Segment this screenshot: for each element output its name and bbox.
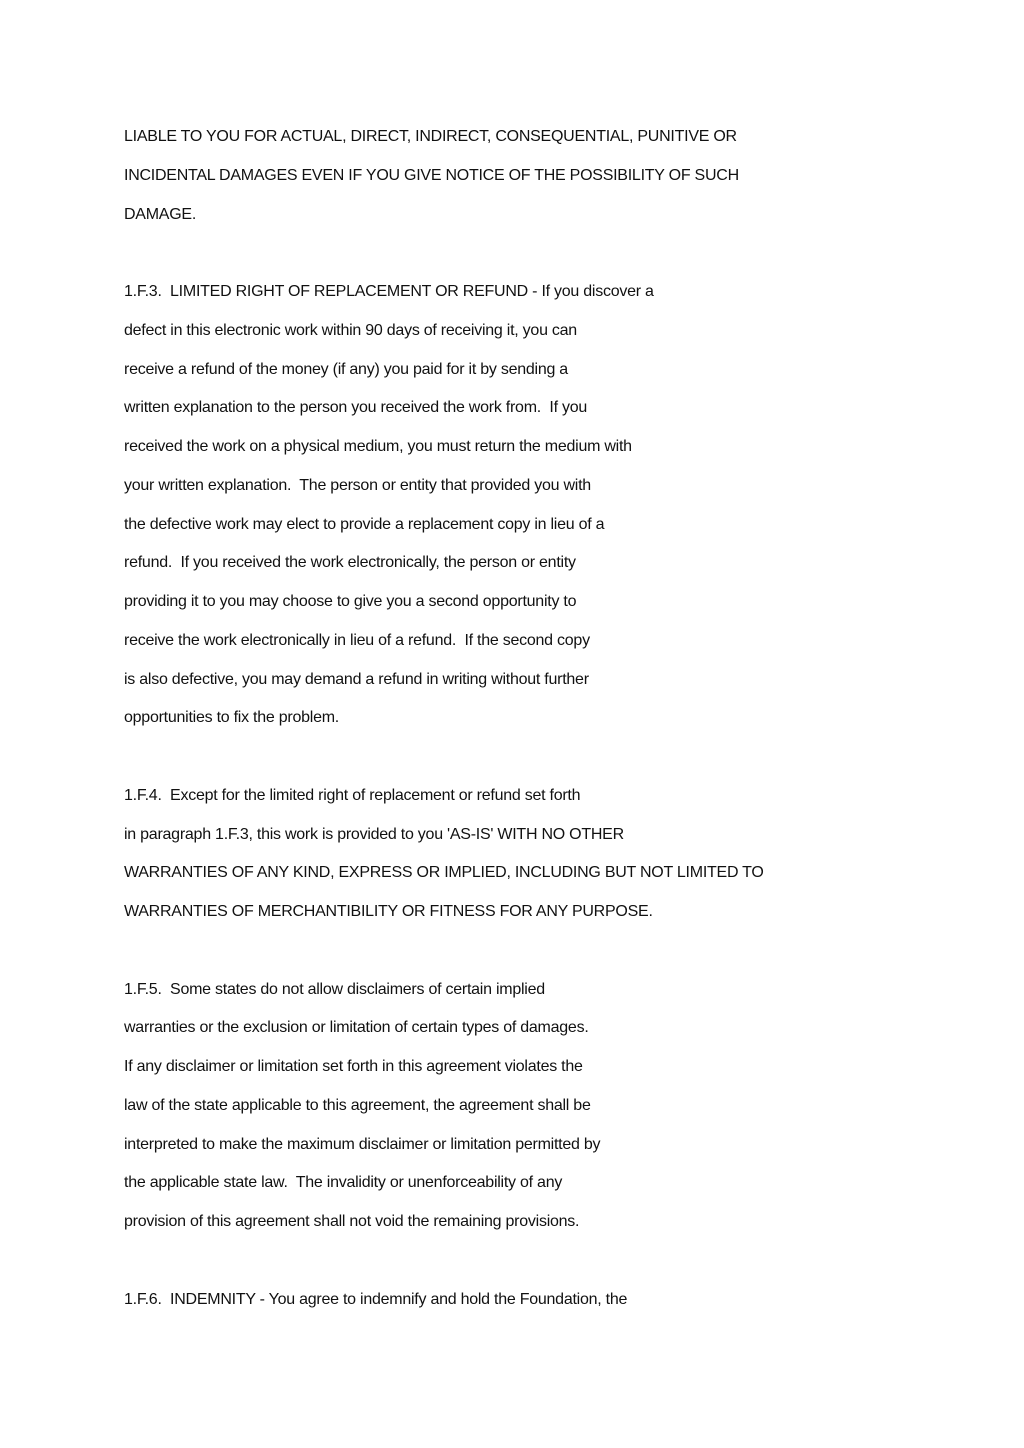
- text-line: LIABLE TO YOU FOR ACTUAL, DIRECT, INDIRECT, CONSEQUENTIAL, PUNITIVE OR: [124, 128, 737, 145]
- text-line: your written explanation. The person or entity that provided you with: [124, 476, 591, 494]
- text-line: opportunities to fix the problem.: [124, 709, 339, 727]
- text-line: received the work on a physical medium, you must return the medium with: [124, 438, 632, 455]
- text-line: the applicable state law. The invalidity or unenforceability of any: [124, 1174, 563, 1192]
- text-line: If any disclaimer or limitation set forth in this agreement violates the: [124, 1058, 583, 1075]
- text-line: INCIDENTAL DAMAGES EVEN IF YOU GIVE NOTICE OF THE POSSIBILITY OF SUCH: [124, 166, 739, 184]
- text-line: in paragraph 1.F.3, this work is provided to you 'AS-IS' WITH NO OTHER: [124, 825, 624, 843]
- text-line: the defective work may elect to provide a replacement copy in lieu of a: [124, 515, 605, 533]
- text-line: 1.F.4. Except for the limited right of replacement or refund set forth: [124, 786, 581, 804]
- text-line: 1.F.3. LIMITED RIGHT OF REPLACEMENT OR REFUND - If you discover a: [124, 283, 654, 300]
- text-line: WARRANTIES OF ANY KIND, EXPRESS OR IMPLIED, INCLUDING BUT NOT LIMITED TO: [124, 864, 764, 882]
- paragraph-gap: [124, 738, 944, 777]
- text-line: written explanation to the person you received the work from. If you: [124, 399, 587, 417]
- text-line: provision of this agreement shall not void the remaining provisions.: [124, 1213, 580, 1230]
- text-line: receive a refund of the money (if any) you paid for it by sending a: [124, 360, 568, 378]
- text-line: warranties or the exclusion or limitation of certain types of damages.: [124, 1019, 589, 1037]
- text-line: law of the state applicable to this agreement, the agreement shall be: [124, 1096, 591, 1114]
- paragraph-gap: [124, 1242, 944, 1281]
- document-text: [124, 118, 944, 1319]
- text-line: receive the work electronically in lieu of a refund. If the second copy: [124, 631, 590, 649]
- text-line: is also defective, you may demand a refund in writing without further: [124, 670, 589, 688]
- text-line: 1.F.5. Some states do not allow disclaimers of certain implied: [124, 980, 545, 998]
- text-line: WARRANTIES OF MERCHANTIBILITY OR FITNESS FOR ANY PURPOSE.: [124, 903, 653, 920]
- text-line: interpreted to make the maximum disclaimer or limitation permitted by: [124, 1135, 601, 1153]
- text-line: defect in this electronic work within 90 days of receiving it, you can: [124, 321, 577, 339]
- text-line: 1.F.6. INDEMNITY - You agree to indemnify and hold the Foundation, the: [124, 1290, 628, 1308]
- paragraph-gap: [124, 234, 944, 273]
- paragraph-gap: [124, 932, 944, 971]
- text-line: refund. If you received the work electronically, the person or entity: [124, 554, 576, 572]
- text-line: DAMAGE.: [124, 205, 197, 223]
- text-line: providing it to you may choose to give you a second opportunity to: [124, 593, 577, 610]
